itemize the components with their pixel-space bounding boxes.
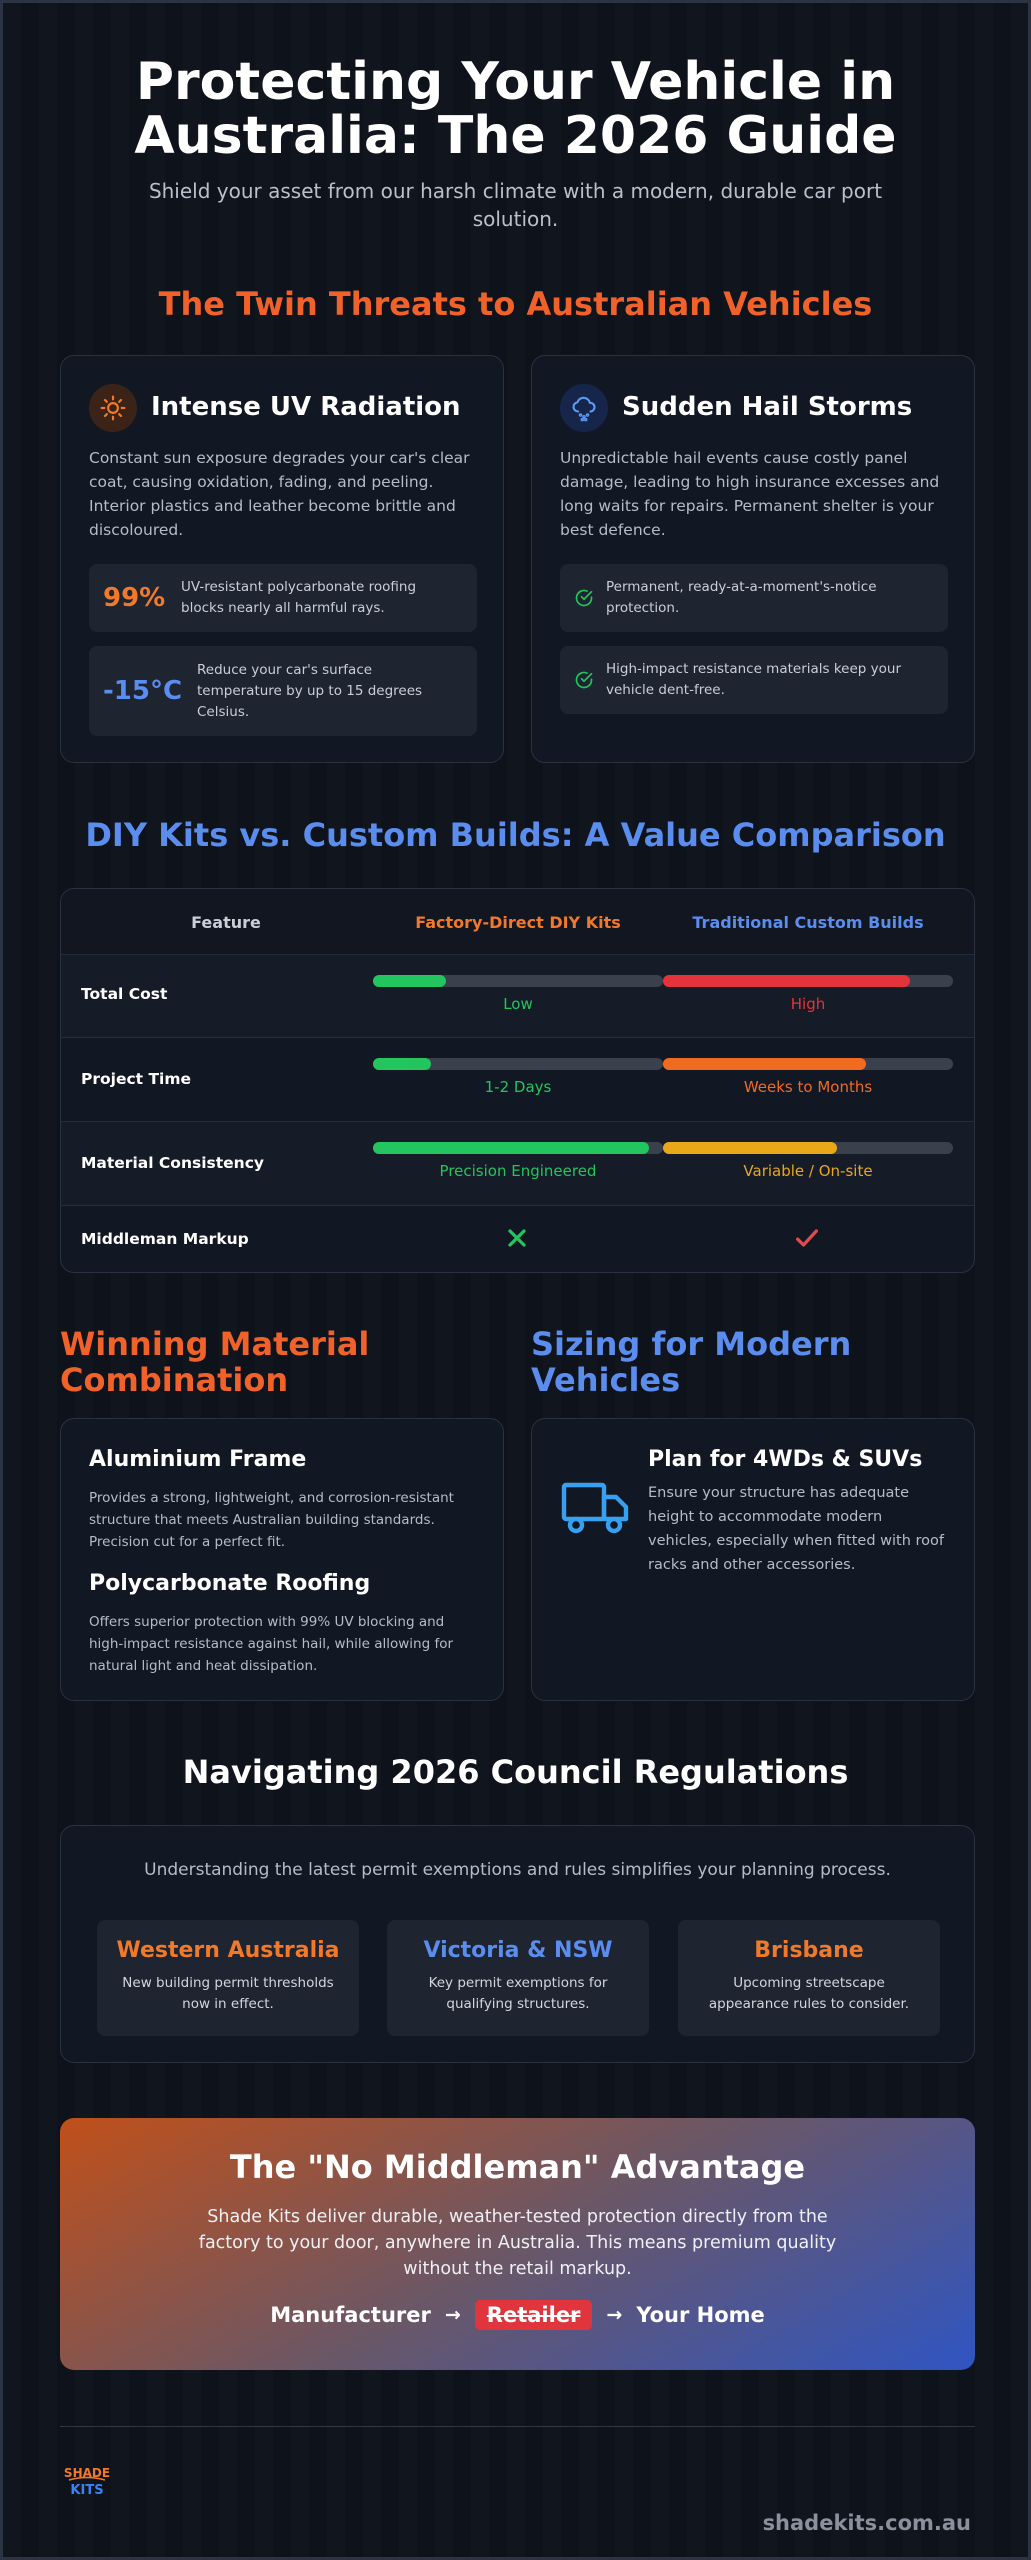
regulations-intro: Understanding the latest permit exemptions and rules simplifies your planning process.: [144, 1860, 891, 1880]
regulations-card: [60, 1825, 975, 2063]
region-name: Western Australia: [116, 1938, 340, 1963]
regulations-title: Navigating 2026 Council Regulations: [182, 1753, 849, 1791]
flow-from: Manufacturer: [270, 2303, 431, 2327]
uv-card: [60, 355, 504, 763]
header-feature: Feature: [191, 913, 261, 932]
advantage-title: The "No Middleman" Advantage: [229, 2148, 806, 2186]
sun-icon: [89, 384, 137, 432]
region-text: New building permit thresholds now in effect.: [122, 1975, 334, 2012]
header-custom: Traditional Custom Builds: [692, 913, 924, 932]
advantage-text: Shade Kits deliver durable, weather-tested protection directly from the factory to your door, anywhere in Australia. This means premium quality without the retail markup.: [198, 2207, 837, 2279]
hail-point-text: Permanent, ready-at-a-moment's-notice protection.: [606, 579, 877, 616]
hail-card-text: Unpredictable hail events cause costly panel damage, leading to high insurance excesses and long waits for repairs. Permanent shelter is your best defence.: [560, 449, 940, 539]
custom-bar: [663, 1142, 953, 1154]
diy-bar-fill: [373, 1142, 649, 1154]
diy-bar-label: 1-2 Days: [484, 1078, 552, 1096]
region-box: [387, 1920, 649, 2036]
cross-icon: [503, 1224, 531, 1256]
logo-line-2: KITS: [70, 2483, 104, 2498]
row-feature: Total Cost: [81, 985, 168, 1003]
check-icon: [793, 1224, 821, 1256]
check-circle-icon: [574, 670, 594, 690]
region-text: Key permit exemptions for qualifying structures.: [428, 1975, 608, 2012]
hail-cloud-icon: [560, 384, 608, 432]
flow-skip-badge: Retailer: [475, 2300, 593, 2330]
hail-point-text: High-impact resistance materials keep your vehicle dent-free.: [606, 661, 902, 698]
region-name: Victoria & NSW: [423, 1938, 613, 1963]
uv-card-text: Constant sun exposure degrades your car's clear coat, causing oxidation, fading, and peeling. Interior plastics and leather become brittle and discoloured.: [89, 449, 470, 539]
material-title: Polycarbonate Roofing: [89, 1571, 371, 1596]
arrow-right-icon: →: [444, 2304, 461, 2326]
hail-point: [560, 564, 948, 632]
advantage-banner: [60, 2118, 975, 2370]
comparison-table: [60, 888, 975, 1273]
uv-stat-box: [89, 564, 477, 632]
sizing-card: [531, 1418, 975, 1701]
custom-bar-fill: [663, 975, 910, 987]
shade-kits-logo: [63, 2461, 111, 2501]
temp-stat-text: Reduce your car's surface temperature by up to 15 degrees Celsius.: [197, 661, 423, 720]
temp-stat-box: [89, 646, 477, 736]
materials-card: [60, 1418, 504, 1701]
row-feature: Material Consistency: [81, 1154, 265, 1172]
material-title: Aluminium Frame: [89, 1447, 307, 1472]
page-subtitle: Shield your asset from our harsh climate with a modern, durable car port solution.: [148, 179, 883, 231]
diy-bar: [373, 975, 663, 987]
region-text: Upcoming streetscape appearance rules to consider.: [708, 1975, 910, 2012]
material-text: Provides a strong, lightweight, and corrosion-resistant structure that meets Australian building standards. Precision cut for a perfect fit.: [89, 1490, 454, 1550]
check-circle-icon: [574, 588, 594, 608]
sizing-text: Ensure your structure has adequate height to accommodate modern vehicles, especially when fitted with roof racks and other accessories.: [648, 1485, 945, 1573]
diy-bar-label: Low: [503, 995, 533, 1013]
diy-bar-label: Precision Engineered: [439, 1162, 597, 1180]
custom-bar-fill: [663, 1142, 837, 1154]
comparison-title: DIY Kits vs. Custom Builds: A Value Comparison: [85, 816, 946, 854]
table-row: [61, 1206, 974, 1273]
header-diy: Factory-Direct DIY Kits: [415, 913, 621, 932]
region-box: [97, 1920, 359, 2036]
diy-bar-fill: [373, 975, 446, 987]
region-box: [678, 1920, 940, 2036]
sizing-heading: Plan for 4WDs & SUVs: [648, 1447, 923, 1472]
custom-bar-label: High: [790, 995, 826, 1013]
uv-stat-value: 99%: [103, 583, 166, 613]
page-title: Protecting Your Vehicle in Australia: The 2026 Guide: [134, 52, 897, 166]
custom-bar-fill: [663, 1058, 866, 1070]
threats-title: The Twin Threats to Australian Vehicles: [158, 285, 873, 323]
hail-card: [531, 355, 975, 763]
sizing-title: Sizing for Modern Vehicles: [531, 1325, 852, 1399]
row-feature: Middleman Markup: [81, 1230, 249, 1248]
diy-bar-fill: [373, 1058, 431, 1070]
custom-bar-label: Variable / On-site: [743, 1162, 873, 1180]
row-feature: Project Time: [81, 1070, 192, 1088]
logo-line-1: SHADE: [63, 2466, 111, 2480]
hail-card-title: Sudden Hail Storms: [622, 392, 913, 422]
materials-title: Winning Material Combination: [60, 1325, 370, 1399]
hail-point: [560, 646, 948, 714]
arrow-right-icon: →: [606, 2304, 623, 2326]
material-text: Offers superior protection with 99% UV blocking and high-impact resistance against hail, while allowing for natural light and heat dissipation.: [89, 1614, 454, 1674]
footer-divider: [60, 2426, 975, 2427]
diy-bar: [373, 1058, 663, 1070]
supply-flow: [60, 2300, 975, 2330]
custom-bar: [663, 975, 953, 987]
table-row: [61, 1122, 974, 1206]
region-name: Brisbane: [754, 1938, 864, 1963]
footer-website: shadekits.com.au: [762, 2511, 971, 2535]
truck-icon: [560, 1479, 632, 1543]
table-row: [61, 955, 974, 1038]
temp-stat-value: -15°C: [103, 676, 183, 706]
custom-bar-label: Weeks to Months: [743, 1078, 873, 1096]
table-header: [61, 889, 974, 955]
uv-stat-text: UV-resistant polycarbonate roofing blocks nearly all harmful rays.: [181, 579, 417, 616]
table-row: [61, 1038, 974, 1122]
uv-card-title: Intense UV Radiation: [151, 392, 461, 422]
flow-to: Your Home: [636, 2303, 765, 2327]
diy-bar: [373, 1142, 663, 1154]
custom-bar: [663, 1058, 953, 1070]
